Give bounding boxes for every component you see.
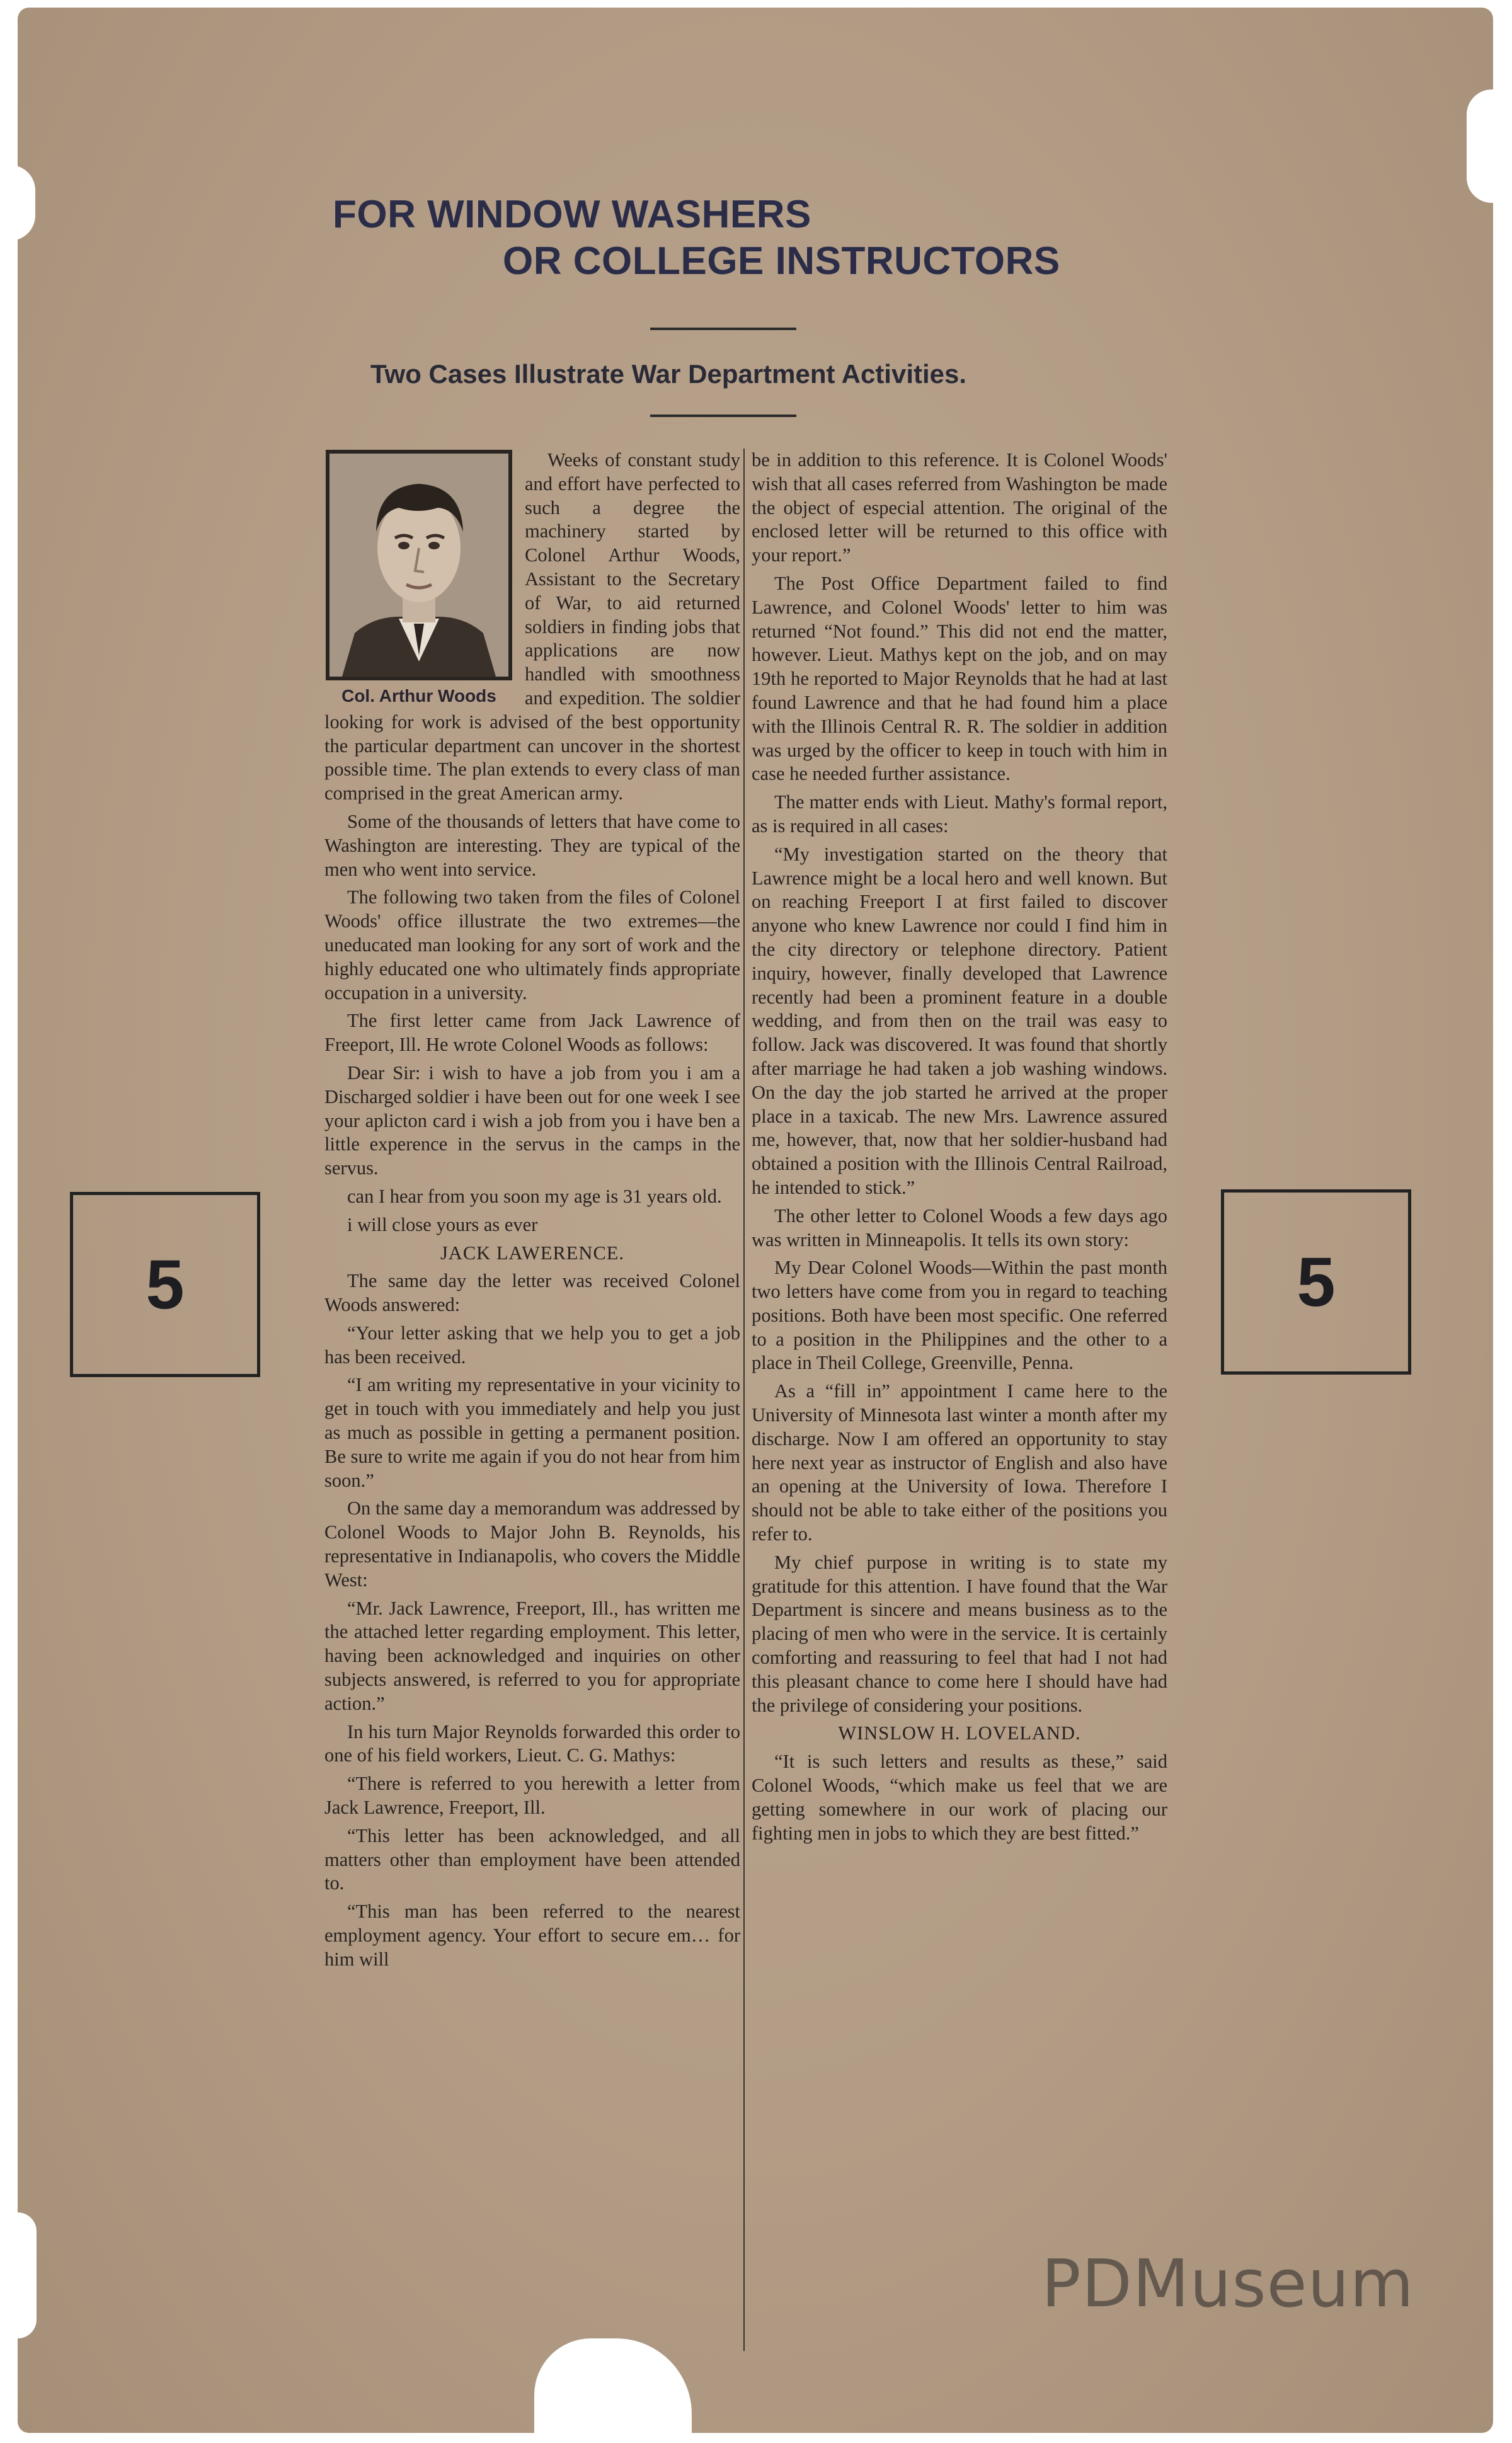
subheadline-divider — [650, 415, 796, 417]
column2-letter-text: As a “fill in” appointment I came here to the University of Minnesota last winter a month after my discharge. Now I am offered an opportunity to stay here next year as instructor of English and also have an opening at the University of Iowa. Therefore I should not be able to take either of the positions you refer to. — [752, 1380, 1167, 1545]
column1-quote: “Your letter asking that we help you to get a job has been received. — [324, 1322, 740, 1368]
column2-paragraph: The other letter to Colonel Woods a few days ago was written in Minneapolis. It tells its own story: — [752, 1204, 1167, 1250]
column-divider — [743, 449, 745, 2351]
column2-quote: “My investigation started on the theory that Lawrence might be a local hero and well known. But on reaching Freeport I at first failed to discover anyone who knew Lawrence nor could I find him in the city directory or telephone directory. Patient inquiry, however, finally developed that Lawrence recently had been a prominent feature in a double wedding, and from then on the trail was easy to follow. Jack was discovered. It was found that shortly after marriage he had taken a job washing windows. On the day the job started he arrived at the proper place in a taxicab. The new Mrs. Lawrence assured me, however, that, now that her soldier-husband had obtained a position with the Illinois Central Railroad, he intended to stick.” — [752, 843, 1167, 1198]
portrait-caption: Col. Arthur Woods — [341, 686, 496, 706]
column2-letter-text: My Dear Colonel Woods—Within the past month two letters have come from you in regard to teaching positions. Both have been most specific. One referred to a position in the Philippines and the other to a place in Theil College, Greenville, Penna. — [752, 1257, 1167, 1374]
column1-paragraph: The same day the letter was received Colonel Woods answered: — [324, 1270, 740, 1316]
portrait-photo — [326, 450, 512, 680]
portrait-illustration — [329, 454, 508, 677]
column1-quote: “This man has been referred to the nearest employment agency. Your effort to secure em… for him will — [324, 1901, 740, 1970]
headline — [333, 192, 1227, 285]
column1-quote: “This letter has been acknowledged, and all matters other than employment have been attended to. — [324, 1824, 740, 1894]
column1-paragraph: On the same day a memorandum was addressed by Colonel Woods to Major John B. Reynolds, his representative in Indianapolis, who covers the Middle West: — [324, 1497, 740, 1591]
page-number-left: 5 — [70, 1192, 260, 1377]
document-page — [18, 8, 1493, 2433]
column1-paragraph: Some of the thousands of letters that have come to Washington are interesting. They are typical of the men who went into service. — [324, 810, 740, 880]
portrait-figure — [324, 450, 513, 708]
column1-paragraph: The first letter came from Jack Lawrence of Freeport, Ill. He wrote Colonel Woods as follows: — [324, 1010, 740, 1056]
torn-edge-right — [1467, 89, 1493, 203]
column2-paragraph: be in addition to this reference. It is Colonel Woods' wish that all cases referred from Washington be made the object of especial attention. The original of the enclosed letter will be returned to this office with your report.” — [752, 449, 1167, 566]
page-number-right: 5 — [1221, 1189, 1411, 1375]
column1-letter-text: can I hear from you soon my age is 31 years old. — [347, 1185, 722, 1207]
column1-quote: “There is referred to you herewith a letter from Jack Lawrence, Freeport, Ill. — [324, 1773, 740, 1819]
column1-paragraph: In his turn Major Reynolds forwarded this order to one of his field workers, Lieut. C. G. Mathys: — [324, 1720, 740, 1766]
column2-signature: WINSLOW H. LOVELAND. — [838, 1722, 1081, 1744]
column1-quote: “Mr. Jack Lawrence, Freeport, Ill., has written me the attached letter regarding employment. This letter, having been acknowledged and inquiries on other subjects answered, is referred to you for appropriate action.” — [324, 1597, 740, 1714]
torn-edge-bottom-left — [18, 2212, 37, 2338]
column1-signature: JACK LAWERENCE. — [440, 1242, 625, 1264]
article-column-1 — [324, 449, 740, 1976]
column1-letter-text: Dear Sir: i wish to have a job from you i am a Discharged soldier i have been out for one week I see your aplicton card i wish a job from you i have ben a little experence in the servus in the camps in the servus. — [324, 1061, 740, 1179]
headline-line-2: OR COLLEGE INSTRUCTORS — [503, 239, 1060, 283]
column1-quote: “I am writing my representative in your vicinity to get in touch with you immediately and help you just as much as possible in getting a permanent position. Be sure to write me again if you do not hear from him soon.” — [324, 1374, 740, 1491]
column2-quote: “It is such letters and results as these,” said Colonel Woods, “which make us feel that we are getting somewhere in our work of placing our fighting men in jobs to which they are best fitted.” — [752, 1751, 1167, 1844]
headline-divider — [650, 328, 796, 330]
article-column-2 — [752, 449, 1167, 1850]
torn-edge-bottom — [534, 2338, 692, 2433]
column2-paragraph: The matter ends with Lieut. Mathy's formal report, as is required in all cases: — [752, 791, 1167, 837]
column2-paragraph: The Post Office Department failed to find Lawrence, and Colonel Woods' letter to him was returned “Not found.” This did not end the matter, however. Lieut. Mathys kept on the job, and on may 19th he reported to Major Reynolds that he had at last found Lawrence and that he had found him a place with the Illinois Central R. R. The soldier in addition was urged by the officer to keep in touch with him in case he needed further assistance. — [752, 572, 1167, 785]
column1-letter-closing: i will close yours as ever — [347, 1213, 538, 1235]
column2-letter-text: My chief purpose in writing is to state my gratitude for this attention. I have found that the War Department is sincere and means business as to the placing of men who were in the service. It is certainly comforting and reassuring to feel that had I not had this pleasant chance to come here I should have had the privilege of considering your positions. — [752, 1551, 1167, 1716]
museum-watermark: PDMuseum — [1041, 2245, 1414, 2322]
column1-paragraph: The following two taken from the files of Colonel Woods' office illustrate the two extremes—the uneducated man looking for any sort of work and the highly educated one who ultimately finds appropriate occupation in a university. — [324, 886, 740, 1004]
subheadline: Two Cases Illustrate War Department Activities. — [370, 359, 967, 389]
headline-line-1: FOR WINDOW WASHERS — [333, 193, 811, 236]
torn-edge-left — [18, 165, 35, 241]
column1-paragraph: Weeks of constant study and effort have perfected to such a degree the machinery started by Colonel Arthur Woods, Assistant to the Secretary of War, to aid returned soldiers in finding jobs that applications are now handled with smoothness and expedition. The soldier looking for work is advised of the best opportunity the particular department can uncover in the shortest possible time. The plan extends to every class of man comprised in the great American army. — [324, 449, 740, 804]
